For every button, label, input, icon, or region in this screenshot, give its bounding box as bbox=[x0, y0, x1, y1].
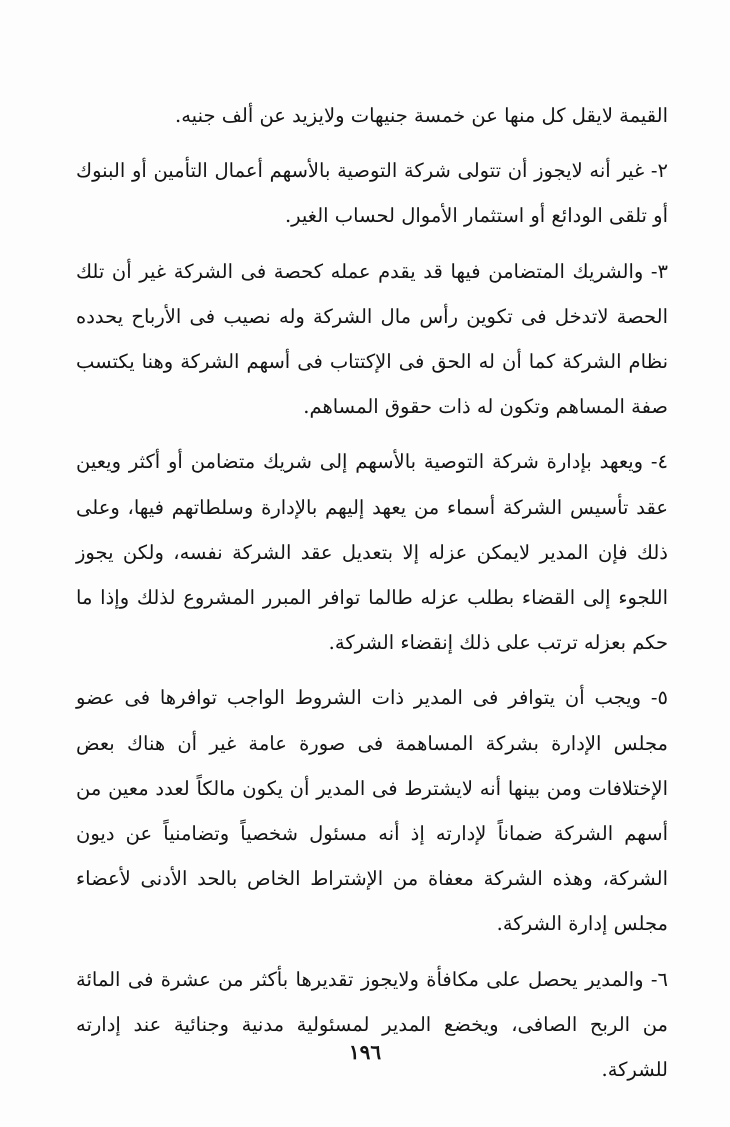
page-number: ١٩٦ bbox=[348, 1040, 382, 1064]
body-text bbox=[76, 93, 668, 1102]
paragraph-item-4: ٤- ويعهد بإدارة شركة التوصية بالأسهم إلى شريك متضامن أو أكثر ويعين عقد تأسيس الشركة أسماء من يعهد إليهم بالإدارة وسلطاتهم فيها، وعلى ذلك فإن المدير لايمكن عزله إلا بتعديل عقد الشركة نفسه، ولكن يجوز اللجوء إلى القضاء بطلب عزله طالما توافر المبرر المشروع لذلك وإذا ما حكم بعزله ترتب على ذلك إنقضاء الشركة. bbox=[76, 450, 668, 655]
paragraph-item-5: ٥- ويجب أن يتوافر فى المدير ذات الشروط الواجب توافرها فى عضو مجلس الإدارة بشركة المساهمة فى صورة عامة غير أن هناك بعض الإختلافات ومن بينها أنه لايشترط فى المدير أن يكون مالكاً لعدد معين من أسهم الشركة ضماناً لإدارته إذ أنه مسئول شخصياً وتضامنياً عن ديون الشركة، وهذه الشركة معفاة من الإشتراط الخاص بالحد الأدنى لأعضاء مجلس إدارة الشركة. bbox=[76, 686, 668, 936]
paragraph-item-3: ٣- والشريك المتضامن فيها قد يقدم عمله كحصة فى الشركة غير أن تلك الحصة لاتدخل فى تكوين رأس مال الشركة وله نصيب فى الأرباح يحدده نظام الشركة كما أن له الحق فى الإكتتاب فى أسهم الشركة وهنا يكتسب صفة المساهم وتكون له ذات حقوق المساهم. bbox=[76, 259, 668, 419]
paragraph-item-6: ٦- والمدير يحصل على مكافأة ولايجوز تقديرها بأكثر من عشرة فى المائة من الربح الصافى، ويخضع المدير لمسئولية مدنية وجنائية عند إدارته للشركة. bbox=[76, 967, 668, 1082]
paragraph-continuation: القيمة لايقل كل منها عن خمسة جنيهات ولايزيد عن ألف جنيه. bbox=[175, 104, 668, 127]
paragraph-item-2: ٢- غير أنه لايجوز أن تتولى شركة التوصية بالأسهم أعمال التأمين أو البنوك أو تلقى الودائع أو استثمار الأموال لحساب الغير. bbox=[76, 159, 668, 228]
